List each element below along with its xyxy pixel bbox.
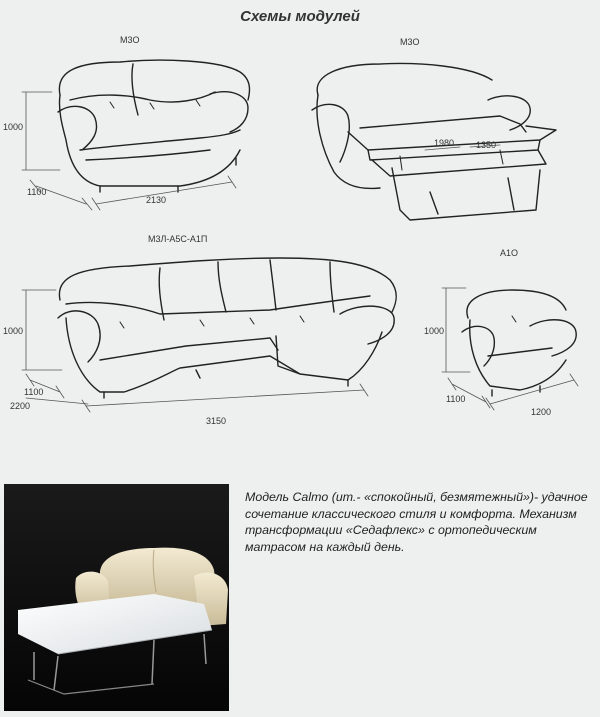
bed-length-label: 1980 (434, 138, 455, 148)
depth2-dimension-label: 2200 (10, 401, 31, 411)
height-dimension-label: 1000 (424, 326, 445, 336)
width-dimension-label: 1200 (531, 407, 552, 417)
module-code-label: А1О (500, 248, 519, 258)
armchair-dimensions (442, 288, 578, 410)
sofa-m3o-drawing (58, 60, 250, 192)
model-description: Модель Calmo (ит.- «спокойный, безмятежный»)- удачное сочетание классического стиля и комфорта. Механизм трансформации «Седафлекс» с ортопедическим матрасом на каждый день. (245, 490, 588, 554)
sofa-bed-photo-image (4, 484, 229, 711)
depth-dimension-label: 1100 (24, 387, 44, 397)
module-code-label: М3О (400, 37, 420, 47)
bed-width-label: 1350 (476, 140, 497, 150)
corner-sofa-dimensions (22, 290, 368, 412)
corner-sofa-drawing (58, 258, 396, 398)
module-code-label: М3О (120, 35, 140, 45)
sofa-bed-photo (4, 484, 229, 711)
height-dimension-label: 1000 (3, 326, 24, 336)
width-dimension-label: 2130 (146, 195, 167, 205)
width-dimension-label: 3150 (206, 416, 227, 426)
depth-dimension-label: 1100 (27, 187, 47, 197)
page-title: Схемы модулей (240, 8, 360, 25)
depth-dimension-label: 1100 (446, 394, 466, 404)
module-code-label: М3Л-А5С-А1П (148, 234, 208, 244)
armchair-a1o-drawing (462, 290, 576, 396)
height-dimension-label: 1000 (3, 122, 24, 132)
